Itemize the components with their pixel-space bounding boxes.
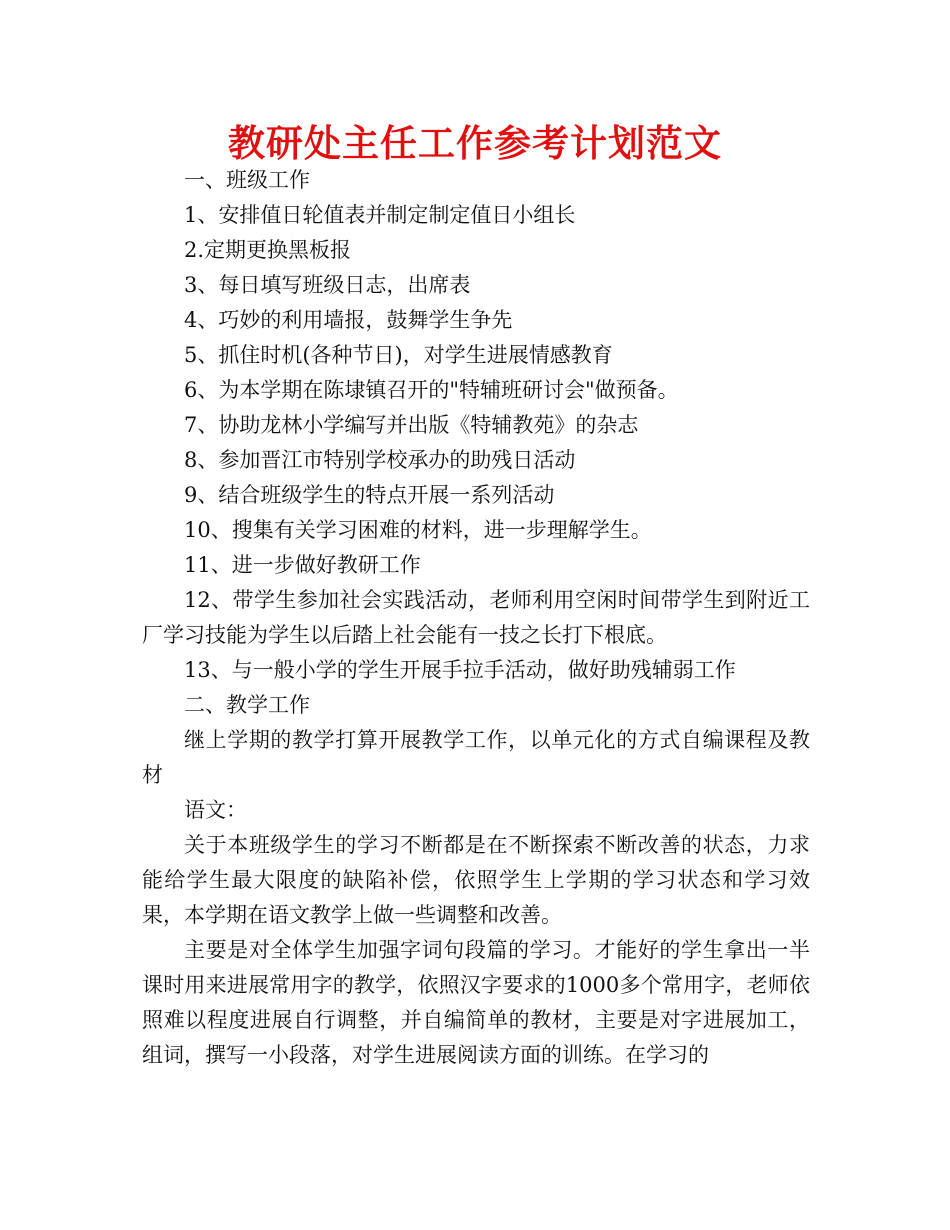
paragraph: 6、为本学期在陈埭镇召开的"特辅班研讨会"做预备。 [184, 378, 679, 402]
paragraph: 一、班级工作 [184, 168, 310, 192]
paragraph: 3、每日填写班级日志，出席表 [184, 273, 471, 297]
paragraph: 9、结合班级学生的特点开展一系列活动 [184, 483, 555, 507]
paragraph: 7、协助龙林小学编写并出版《特辅教苑》的杂志 [184, 413, 639, 437]
paragraph: 2.定期更换黑板报 [184, 238, 352, 262]
paragraph: 12、带学生参加社会实践活动，老师利用空闲时间带学生到附近工厂学习技能为学生以后踏上社会能有一技之长打下根底。 [142, 588, 810, 647]
paragraph: 1、安排值日轮值表并制定制定值日小组长 [184, 203, 576, 227]
paragraph: 10、搜集有关学习困难的材料，进一步理解学生。 [184, 518, 652, 542]
paragraph: 5、抓住时机(各种节日)，对学生进展情感教育 [184, 343, 613, 367]
paragraph: 8、参加晋江市特别学校承办的助残日活动 [184, 448, 576, 472]
paragraph: 关于本班级学生的学习不断都是在不断探索不断改善的状态，力求能给学生最大限度的缺陷补偿，依照学生上学期的学习状态和学习效果，本学期在语文教学上做一些调整和改善。 [142, 833, 810, 927]
paragraph: 语文： [184, 798, 247, 822]
paragraph: 继上学期的教学打算开展教学工作，以单元化的方式自编课程及教材 [142, 728, 810, 787]
paragraph: 主要是对全体学生加强字词句段篇的学习。才能好的学生拿出一半课时用来进展常用字的教学，依照汉字要求的1000多个常用字，老师依照难以程度进展自行调整，并自编简单的教材，主要是对字进展加工，组词，撰写一小段落，对学生进展阅读方面的训练。在学习的 [142, 938, 810, 1067]
paragraph: 11、进一步做好教研工作 [184, 553, 421, 577]
document-body [142, 163, 810, 1073]
paragraph: 4、巧妙的利用墙报，鼓舞学生争先 [184, 308, 513, 332]
paragraph: 二、教学工作 [184, 693, 310, 717]
paragraph: 13、与一般小学的学生开展手拉手活动，做好助残辅弱工作 [184, 658, 736, 682]
document-title: 教研处主任工作参考计划范文 [228, 122, 722, 165]
